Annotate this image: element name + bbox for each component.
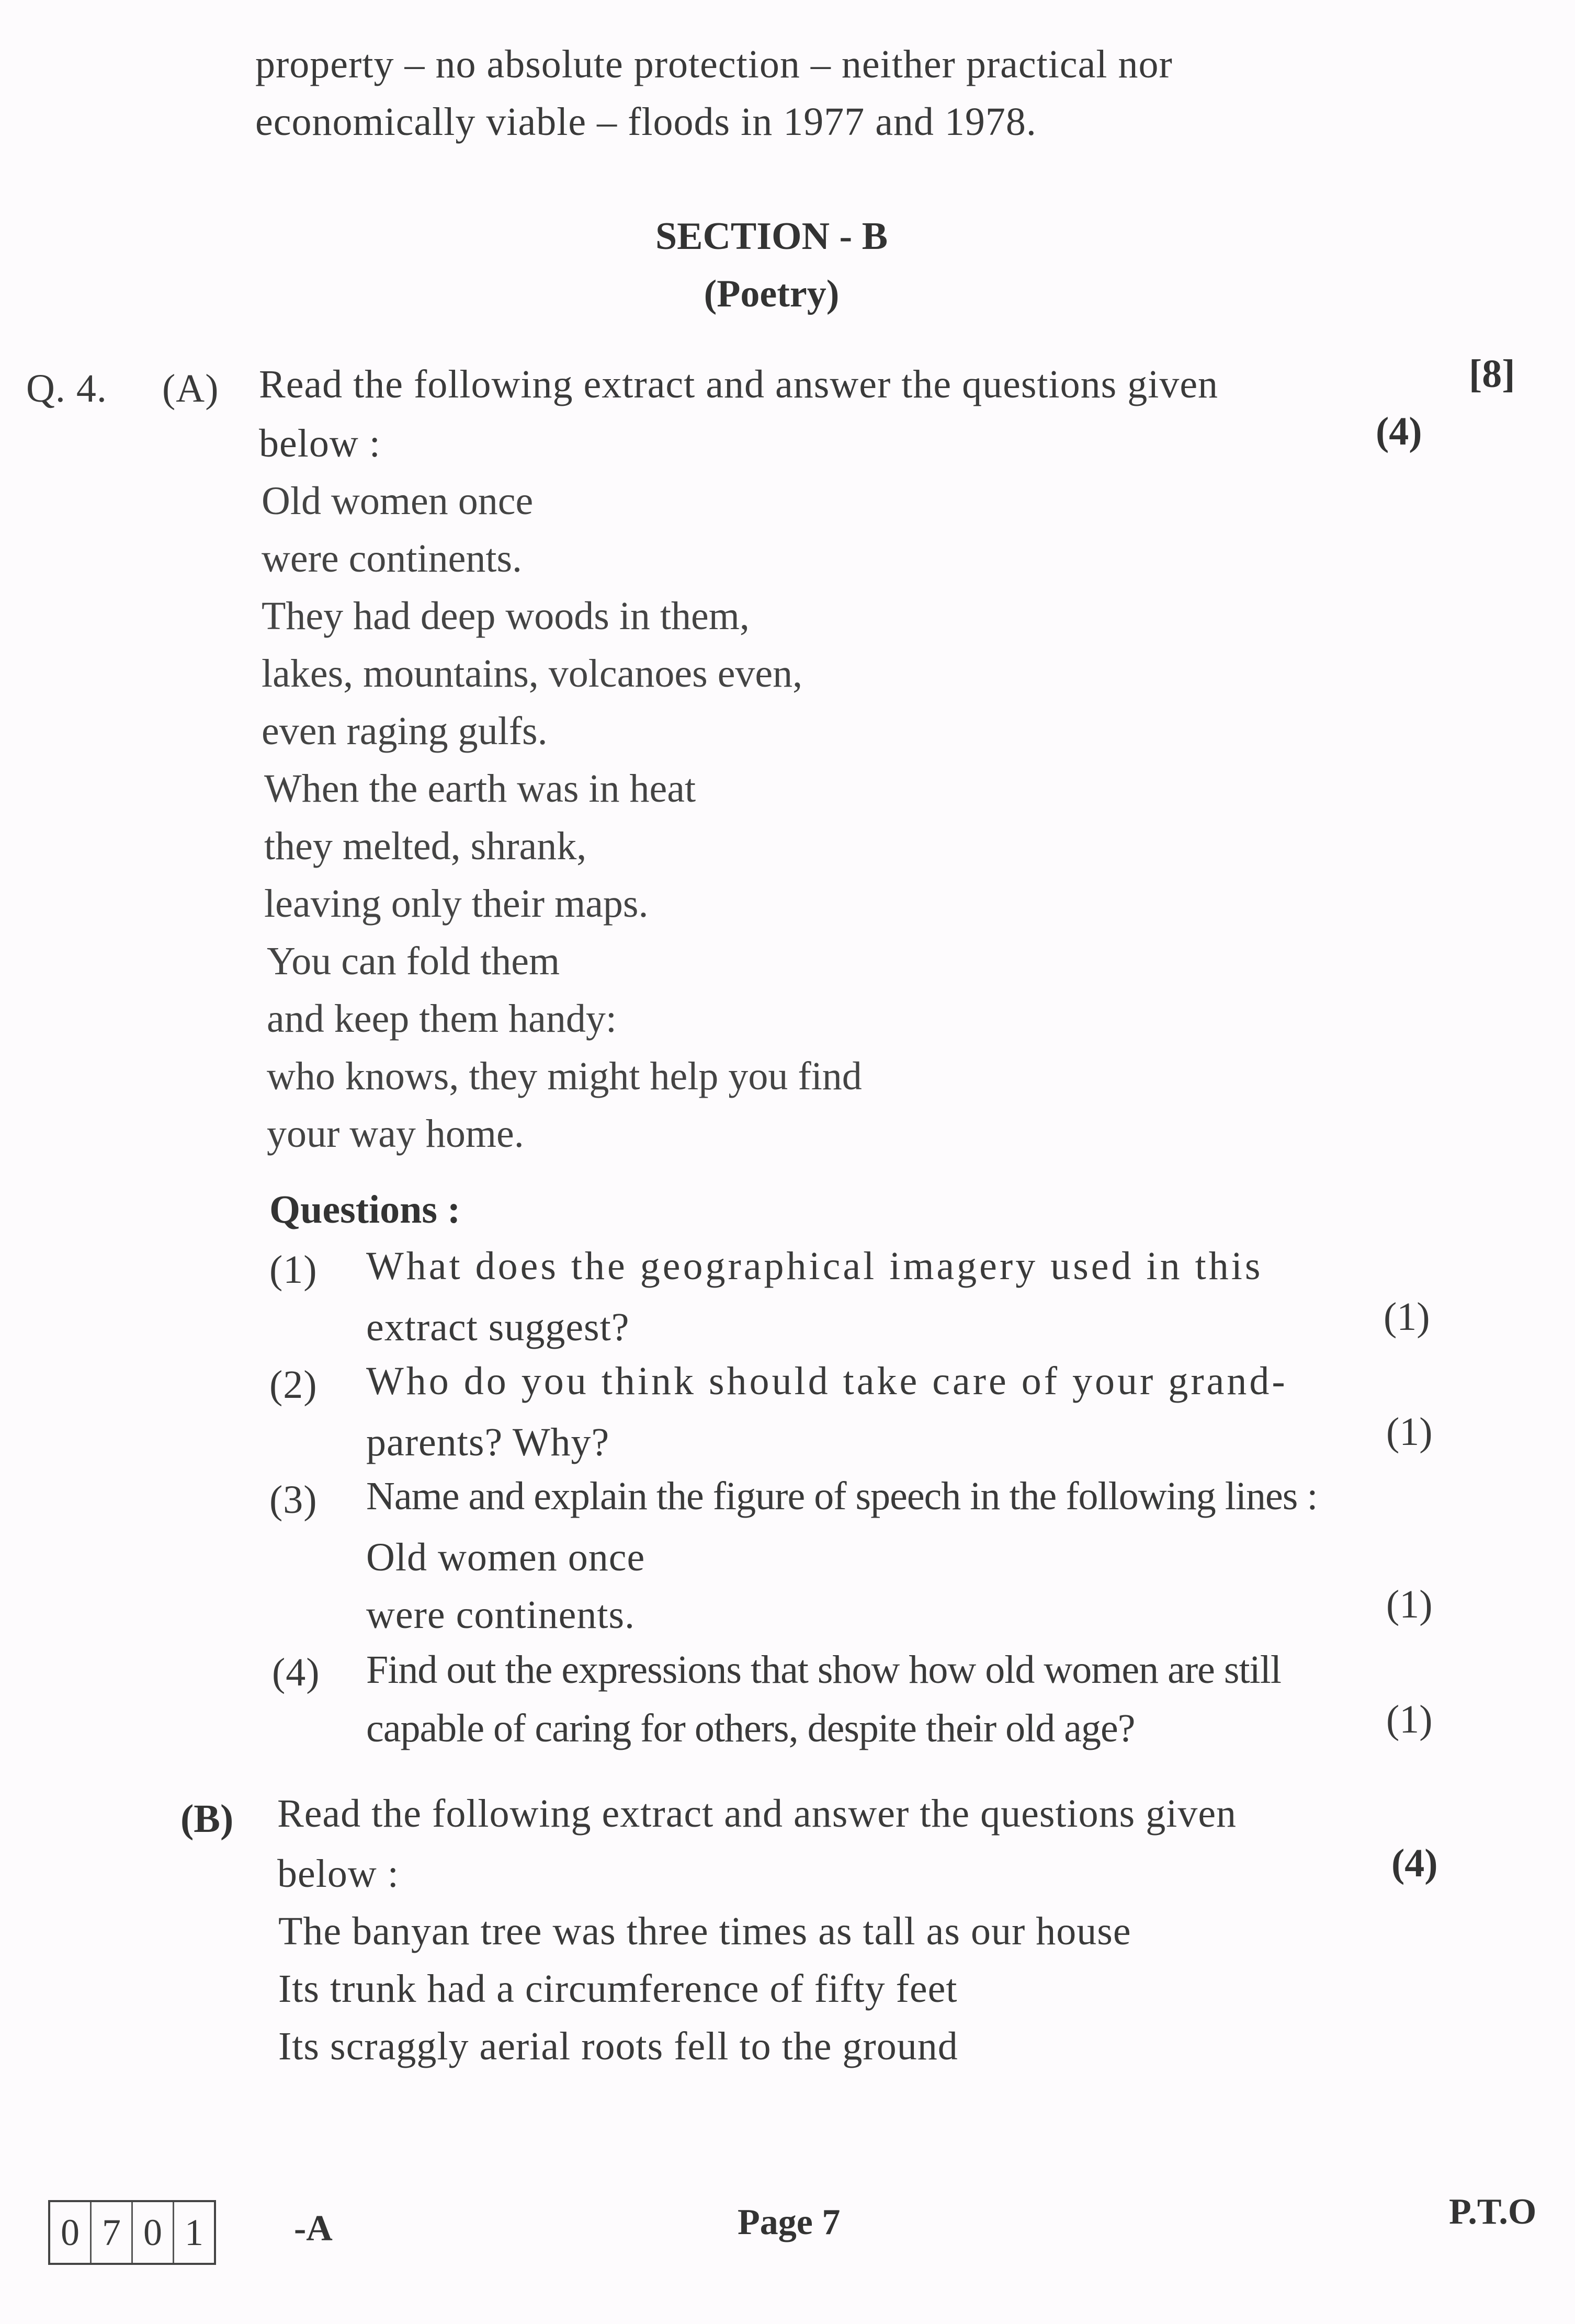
poem-line: your way home.: [267, 1112, 524, 1156]
part-label-b: (B): [180, 1797, 234, 1841]
code-digit: 1: [185, 2211, 203, 2253]
code-digit: 7: [92, 2202, 133, 2263]
sub-question-text-cont: extract suggest?: [366, 1305, 630, 1349]
sub-question-text-cont: parents? Why?: [366, 1420, 610, 1464]
poem-line: they melted, shrank,: [264, 824, 587, 868]
sub-question-marks: (1): [1384, 1295, 1430, 1339]
sub-question-quote: were continents.: [366, 1593, 636, 1637]
sub-question-text: Find out the expressions that show how old women are still: [366, 1648, 1281, 1692]
carryover-line: property – no absolute protection – neither practical nor: [255, 42, 1173, 86]
sub-question-text: Name and explain the figure of speech in the following lines :: [366, 1474, 1318, 1518]
part-a-marks: (4): [1376, 409, 1422, 453]
sub-question-marks: (1): [1386, 1410, 1433, 1454]
poem-line: were continents.: [262, 537, 523, 580]
poem-line: You can fold them: [267, 939, 560, 983]
part-a-instruction: Read the following extract and answer the questions given: [259, 362, 1219, 406]
part-b-marks: (4): [1391, 1841, 1438, 1885]
sub-question-number: (2): [269, 1363, 318, 1407]
total-marks: [8]: [1469, 352, 1515, 396]
paper-code-box: [48, 2200, 216, 2265]
questions-heading: Questions :: [269, 1188, 461, 1232]
code-digit: 0: [133, 2202, 174, 2263]
part-label-a: (A): [162, 367, 219, 411]
part-b-instruction: Read the following extract and answer the questions given: [277, 1792, 1237, 1836]
poem-line: The banyan tree was three times as tall as our house: [278, 1909, 1131, 1953]
sub-question-marks: (1): [1386, 1698, 1433, 1741]
poem-line: even raging gulfs.: [262, 709, 548, 753]
part-a-instruction-cont: below :: [259, 421, 381, 465]
sub-question-text: Who do you think should take care of your grand-: [366, 1359, 1288, 1403]
sub-question-number: (3): [269, 1478, 318, 1522]
poem-line: leaving only their maps.: [264, 882, 649, 926]
poem-line: Old women once: [262, 479, 534, 523]
sub-question-text-cont: capable of caring for others, despite their old age?: [366, 1706, 1135, 1750]
section-title: SECTION - B: [655, 215, 888, 258]
paper-code-suffix: -A: [294, 2208, 333, 2249]
poem-line: who knows, they might help you find: [267, 1054, 862, 1098]
poem-line: They had deep woods in them,: [262, 594, 750, 638]
please-turn-over: P.T.O: [1449, 2192, 1537, 2232]
sub-question-number: (1): [269, 1248, 318, 1292]
section-subtitle: (Poetry): [704, 272, 840, 315]
carryover-line: economically viable – floods in 1977 and 1978.: [255, 100, 1037, 144]
sub-question-quote: Old women once: [366, 1535, 645, 1579]
sub-question-text: What does the geographical imagery used in this: [366, 1244, 1263, 1288]
sub-question-number: (4): [272, 1650, 320, 1694]
poem-line: Its trunk had a circumference of fifty feet: [278, 1967, 958, 2011]
sub-question-marks: (1): [1386, 1582, 1433, 1626]
poem-line: Its scraggly aerial roots fell to the ground: [278, 2024, 958, 2068]
page-number: Page 7: [738, 2202, 841, 2242]
question-number: Q. 4.: [26, 367, 107, 411]
poem-line: When the earth was in heat: [264, 767, 696, 811]
poem-line: lakes, mountains, volcanoes even,: [262, 652, 803, 696]
poem-line: and keep them handy:: [267, 997, 617, 1041]
part-b-instruction-cont: below :: [277, 1852, 399, 1896]
code-digit: 0: [50, 2202, 92, 2263]
